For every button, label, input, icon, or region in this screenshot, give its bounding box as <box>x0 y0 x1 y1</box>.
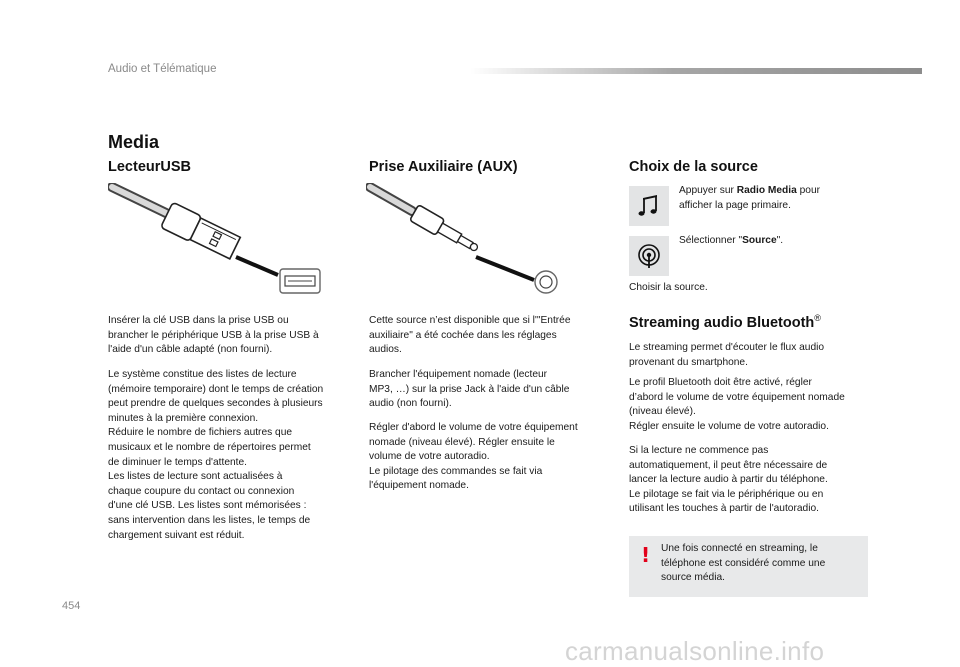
page-number: 454 <box>62 600 81 612</box>
note-text: Une fois connecté en streaming, le téléphone est considéré comme une source média. <box>661 543 826 584</box>
source-step-1: Appuyer sur Radio Media pour afficher la page primaire. <box>679 185 821 211</box>
aux-paragraph-1: Cette source n’est disponible que si l'"Entrée auxiliaire" a été cochée dans les réglages audios. <box>369 315 571 356</box>
bluetooth-paragraph-3: Si la lecture ne commence pas automatiquement, il peut être nécessaire de lancer la lecture audio à partir du téléphone. Le pilotage se fait via le périphérique ou en utilisant les touches à partir de l'autoradio. <box>629 445 828 515</box>
note-box <box>629 536 868 597</box>
source-choose-text: Choisir la source. <box>629 282 708 293</box>
bluetooth-heading: Streaming audio Bluetooth® <box>629 313 821 331</box>
bluetooth-paragraph-2: Le profil Bluetooth doit être activé, régler d’abord le volume de votre équipement nomade (niveau élevé). Régler ensuite le volume de votre autoradio. <box>629 377 845 432</box>
usb-plug-illustration <box>108 183 323 295</box>
radio-antenna-icon[interactable] <box>629 236 669 276</box>
usb-paragraph-2: Le système constitue des listes de lecture (mémoire temporaire) dont le temps de création peut prendre de quelques secondes à plusieurs minutes à la première connexion. Réduire le nombre de fichiers autres que musicaux et le nombre de répertoires permet de diminuer le temps d'attente. Les listes de lecture sont actualisées à chaque coupure du contact ou connexion d'une clé USB. Les listes sont mémorisées : sans intervention dans les listes, le temps de chargement suivant est réduit. <box>108 369 324 541</box>
music-note-icon[interactable] <box>629 186 669 226</box>
page-header-title: Audio et Télématique <box>108 63 217 75</box>
aux-jack-illustration <box>366 183 566 295</box>
warning-icon: ! <box>641 543 651 567</box>
bluetooth-paragraph-1: Le streaming permet d'écouter le flux audio provenant du smartphone. <box>629 342 825 368</box>
source-step-2: Sélectionner "Source". <box>679 235 784 246</box>
source-heading: Choix de la source <box>629 159 758 175</box>
usb-paragraph-1: Insérer la clé USB dans la prise USB ou brancher le périphérique USB à la prise USB à l'aide d'un câble adapté (non fourni). <box>108 315 319 356</box>
aux-heading: Prise Auxiliaire (AUX) <box>369 159 518 175</box>
header-divider <box>470 68 922 74</box>
footer-watermark: carmanualsonline.info <box>565 636 825 666</box>
section-title: Media <box>108 132 160 152</box>
usb-heading: LecteurUSB <box>108 159 191 175</box>
aux-paragraph-2: Brancher l'équipement nomade (lecteur MP3, …) sur la prise Jack à l'aide d'un câble audio (non fourni). <box>369 369 570 410</box>
aux-paragraph-3: Régler d'abord le volume de votre équipement nomade (niveau élevé). Régler ensuite le volume de votre autoradio. Le pilotage des commandes se fait via l'équipement nomade. <box>369 422 578 492</box>
